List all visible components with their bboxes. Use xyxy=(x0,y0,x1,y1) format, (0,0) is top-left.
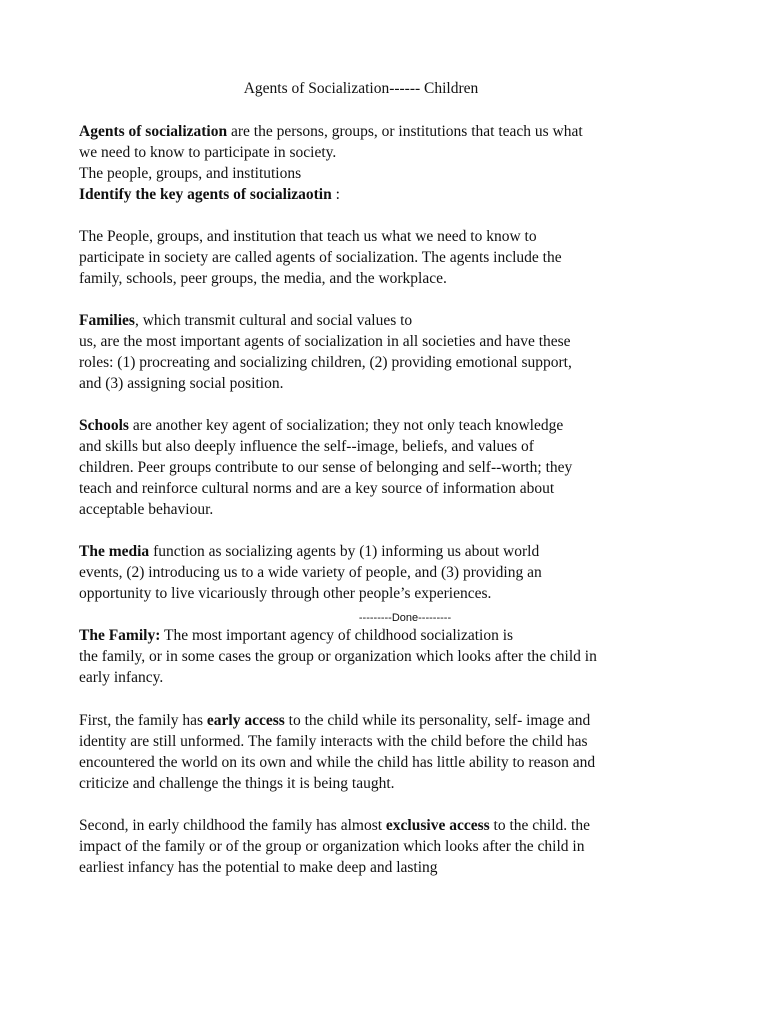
families-line-1: Families, which transmit cultural and social values to xyxy=(79,312,413,329)
families-line-2: us, are the most important agents of socialization in all societies and have these xyxy=(79,333,571,350)
term-agents-of-socialization: Agents of socialization xyxy=(79,123,228,140)
first-line-2: identity are still unformed. The family interacts with the child before the child has xyxy=(79,733,588,750)
schools-line-4: teach and reinforce cultural norms and are a key source of information about xyxy=(79,480,555,497)
intro-line-2: we need to know to participate in society. xyxy=(79,144,337,161)
done-marker: ---------Done--------- xyxy=(358,612,452,624)
people-line-1: The People, groups, and institution that teach us what we need to know to xyxy=(79,228,537,245)
second-line-3: earliest infancy has the potential to make deep and lasting xyxy=(79,859,438,876)
families-line-3: roles: (1) procreating and socializing children, (2) providing emotional support, xyxy=(79,354,572,371)
family-section-line-2: the family, or in some cases the group or organization which looks after the child in xyxy=(79,648,597,665)
term-families: Families xyxy=(79,312,135,329)
media-line-3: opportunity to live vicariously through other people’s experiences. xyxy=(79,585,492,602)
intro-heading-line: Identify the key agents of socializaotin : xyxy=(79,186,340,203)
intro-paragraph xyxy=(79,121,699,205)
term-early-access: early access xyxy=(206,712,285,729)
first-paragraph xyxy=(79,710,699,794)
identify-heading: Identify the key agents of socializaotin xyxy=(79,186,332,203)
term-the-family: The Family: xyxy=(79,627,161,644)
first-line-3: encountered the world on its own and while the child has little ability to reason and xyxy=(79,754,596,771)
term-schools: Schools xyxy=(79,417,129,434)
people-paragraph xyxy=(79,226,699,289)
schools-line-1: Schools are another key agent of socialization; they not only teach knowledge xyxy=(79,417,564,434)
term-the-media: The media xyxy=(79,543,150,560)
people-line-2: participate in society are called agents of socialization. The agents include the xyxy=(79,249,562,266)
families-paragraph xyxy=(79,310,699,394)
family-section-line-1: The Family: The most important agency of childhood socialization is xyxy=(79,627,514,644)
schools-line-5: acceptable behaviour. xyxy=(79,501,214,518)
schools-paragraph xyxy=(79,415,699,520)
family-section-line-3: early infancy. xyxy=(79,669,164,686)
schools-line-3: children. Peer groups contribute to our sense of belonging and self--worth; they xyxy=(79,459,573,476)
media-paragraph xyxy=(79,541,699,604)
people-line-3: family, schools, peer groups, the media, and the workplace. xyxy=(79,270,447,287)
intro-line-3: The people, groups, and institutions xyxy=(79,165,302,182)
second-line-2: impact of the family or of the group or organization which looks after the child in xyxy=(79,838,585,855)
second-paragraph xyxy=(79,815,699,878)
media-line-2: events, (2) introducing us to a wide variety of people, and (3) providing an xyxy=(79,564,542,581)
document-title: Agents of Socialization------ Children xyxy=(243,80,479,97)
intro-line-1: Agents of socialization are the persons, groups, or institutions that teach us what xyxy=(79,123,583,140)
first-line-4: criticize and challenge the things it is being taught. xyxy=(79,775,395,792)
families-line-4: and (3) assigning social position. xyxy=(79,375,284,392)
first-line-1: First, the family has early access to the child while its personality, self- image and xyxy=(79,712,591,729)
second-line-1: Second, in early childhood the family has almost exclusive access to the child. the xyxy=(79,817,590,834)
term-exclusive-access: exclusive access xyxy=(385,817,490,834)
media-line-1: The media function as socializing agents by (1) informing us about world xyxy=(79,543,540,560)
family-section-paragraph xyxy=(79,625,699,688)
schools-line-2: and skills but also deeply influence the self--image, beliefs, and values of xyxy=(79,438,534,455)
